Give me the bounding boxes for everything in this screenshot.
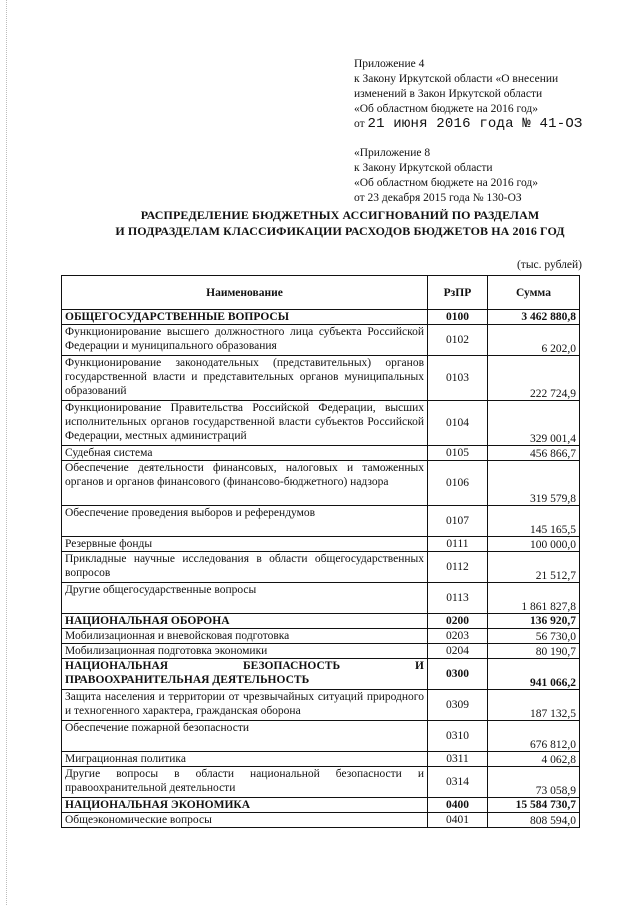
row-code: 0102 xyxy=(428,325,488,356)
row-code: 0309 xyxy=(428,690,488,721)
row-sum: 319 579,8 xyxy=(487,461,579,506)
row-sum: 100 000,0 xyxy=(487,537,579,552)
row-sum: 136 920,7 xyxy=(487,614,579,629)
row-name: Обеспечение проведения выборов и референдумов xyxy=(62,506,428,537)
table-row-section xyxy=(62,614,580,629)
row-name: Обеспечение деятельности финансовых, налоговых и таможенных органов и органов финансового (финансово-бюджетного) надзора xyxy=(62,461,428,506)
row-code: 0113 xyxy=(428,583,488,614)
table-row xyxy=(62,506,580,537)
row-name: Миграционная политика xyxy=(62,752,428,767)
table-row xyxy=(62,629,580,644)
table-row-section xyxy=(62,310,580,325)
table-row xyxy=(62,356,580,401)
row-code: 0310 xyxy=(428,721,488,752)
row-name: Прикладные научные исследования в области общегосударственных вопросов xyxy=(62,552,428,583)
header2-line: к Закону Иркутской области xyxy=(354,162,493,174)
row-code: 0111 xyxy=(428,537,488,552)
row-code: 0107 xyxy=(428,506,488,537)
row-name: НАЦИОНАЛЬНАЯ ОБОРОНА xyxy=(62,614,428,629)
row-sum: 6 202,0 xyxy=(487,325,579,356)
table-row xyxy=(62,461,580,506)
row-name: Обеспечение пожарной безопасности xyxy=(62,721,428,752)
table-row xyxy=(62,537,580,552)
document-title xyxy=(60,207,620,239)
typed-date-number: 21 июня 2016 года № 41-ОЗ xyxy=(367,116,583,132)
table-row xyxy=(62,690,580,721)
header2-line: «Об областном бюджете на 2016 год» xyxy=(354,177,538,189)
row-name: Другие вопросы в области национальной безопасности и правоохранительной деятельности xyxy=(62,767,428,798)
row-code: 0401 xyxy=(428,813,488,828)
row-sum: 1 861 827,8 xyxy=(487,583,579,614)
row-sum: 941 066,2 xyxy=(487,659,579,690)
date-prefix: от xyxy=(354,118,365,130)
row-code: 0100 xyxy=(428,310,488,325)
row-code: 0311 xyxy=(428,752,488,767)
table-row xyxy=(62,767,580,798)
header2-line: «Приложение 8 xyxy=(354,147,431,159)
row-sum: 187 132,5 xyxy=(487,690,579,721)
row-code: 0104 xyxy=(428,401,488,446)
row-code: 0314 xyxy=(428,767,488,798)
page-edge-dotted xyxy=(6,0,7,905)
table-header-row xyxy=(62,276,580,310)
header-line: к Закону Иркутской области «О внесении xyxy=(354,73,559,85)
table-row xyxy=(62,721,580,752)
row-name: ОБЩЕГОСУДАРСТВЕННЫЕ ВОПРОСЫ xyxy=(62,310,428,325)
column-header-code: РзПР xyxy=(428,276,488,310)
row-code: 0112 xyxy=(428,552,488,583)
row-code: 0204 xyxy=(428,644,488,659)
row-code: 0400 xyxy=(428,798,488,813)
row-name: Функционирование высшего должностного лица субъекта Российской Федерации и муниципального образования xyxy=(62,325,428,356)
row-sum: 4 062,8 xyxy=(487,752,579,767)
row-sum: 73 058,9 xyxy=(487,767,579,798)
row-sum: 808 594,0 xyxy=(487,813,579,828)
row-name: НАЦИОНАЛЬНАЯ БЕЗОПАСНОСТЬ И ПРАВООХРАНИТЕЛЬНАЯ ДЕЯТЕЛЬНОСТЬ xyxy=(62,659,428,690)
row-sum: 56 730,0 xyxy=(487,629,579,644)
row-name: Мобилизационная подготовка экономики xyxy=(62,644,428,659)
header-date-line xyxy=(354,117,614,132)
table-row xyxy=(62,644,580,659)
row-code: 0105 xyxy=(428,446,488,461)
row-name: Функционирование Правительства Российской Федерации, высших исполнительных органов государственной власти субъектов Российской Федерации, местных администраций xyxy=(62,401,428,446)
row-code: 0106 xyxy=(428,461,488,506)
row-sum: 15 584 730,7 xyxy=(487,798,579,813)
title-line-2: И ПОДРАЗДЕЛАМ КЛАССИФИКАЦИИ РАСХОДОВ БЮДЖЕТОВ НА 2016 ГОД xyxy=(115,224,565,238)
row-name: Защита населения и территории от чрезвычайных ситуаций природного и техногенного характера, гражданская оборона xyxy=(62,690,428,721)
appendix-header xyxy=(354,57,614,132)
row-sum: 3 462 880,8 xyxy=(487,310,579,325)
table-row xyxy=(62,446,580,461)
table-row xyxy=(62,552,580,583)
table-row xyxy=(62,752,580,767)
header-line: изменений в Закон Иркутской области xyxy=(354,88,543,100)
table-row xyxy=(62,583,580,614)
row-name: Судебная система xyxy=(62,446,428,461)
row-name: Мобилизационная и вневойсковая подготовка xyxy=(62,629,428,644)
table-row-section xyxy=(62,798,580,813)
row-sum: 676 812,0 xyxy=(487,721,579,752)
row-sum: 21 512,7 xyxy=(487,552,579,583)
row-name: Резервные фонды xyxy=(62,537,428,552)
table-row xyxy=(62,813,580,828)
row-name: Другие общегосударственные вопросы xyxy=(62,583,428,614)
row-name: Функционирование законодательных (представительных) органов государственной власти и представительных органов муниципальных образований xyxy=(62,356,428,401)
row-sum: 80 190,7 xyxy=(487,644,579,659)
title-line-1: РАСПРЕДЕЛЕНИЕ БЮДЖЕТНЫХ АССИГНОВАНИЙ ПО РАЗДЕЛАМ xyxy=(140,208,540,222)
row-name: НАЦИОНАЛЬНАЯ ЭКОНОМИКА xyxy=(62,798,428,813)
row-sum: 145 165,5 xyxy=(487,506,579,537)
row-code: 0203 xyxy=(428,629,488,644)
units-label: (тыс. рублей) xyxy=(516,259,582,271)
table-row xyxy=(62,325,580,356)
column-header-name: Наименование xyxy=(62,276,428,310)
header2-line: от 23 декабря 2015 года № 130-ОЗ xyxy=(354,192,522,204)
row-sum: 456 866,7 xyxy=(487,446,579,461)
row-code: 0103 xyxy=(428,356,488,401)
header-line: Приложение 4 xyxy=(354,58,425,70)
original-appendix-header xyxy=(354,146,614,206)
row-code: 0300 xyxy=(428,659,488,690)
column-header-sum: Сумма xyxy=(487,276,579,310)
table-row-section xyxy=(62,659,580,690)
header-line: «Об областном бюджете на 2016 год» xyxy=(354,103,538,115)
row-sum: 329 001,4 xyxy=(487,401,579,446)
row-sum: 222 724,9 xyxy=(487,356,579,401)
budget-table xyxy=(61,275,580,828)
table-row xyxy=(62,401,580,446)
row-code: 0200 xyxy=(428,614,488,629)
row-name: Общеэкономические вопросы xyxy=(62,813,428,828)
